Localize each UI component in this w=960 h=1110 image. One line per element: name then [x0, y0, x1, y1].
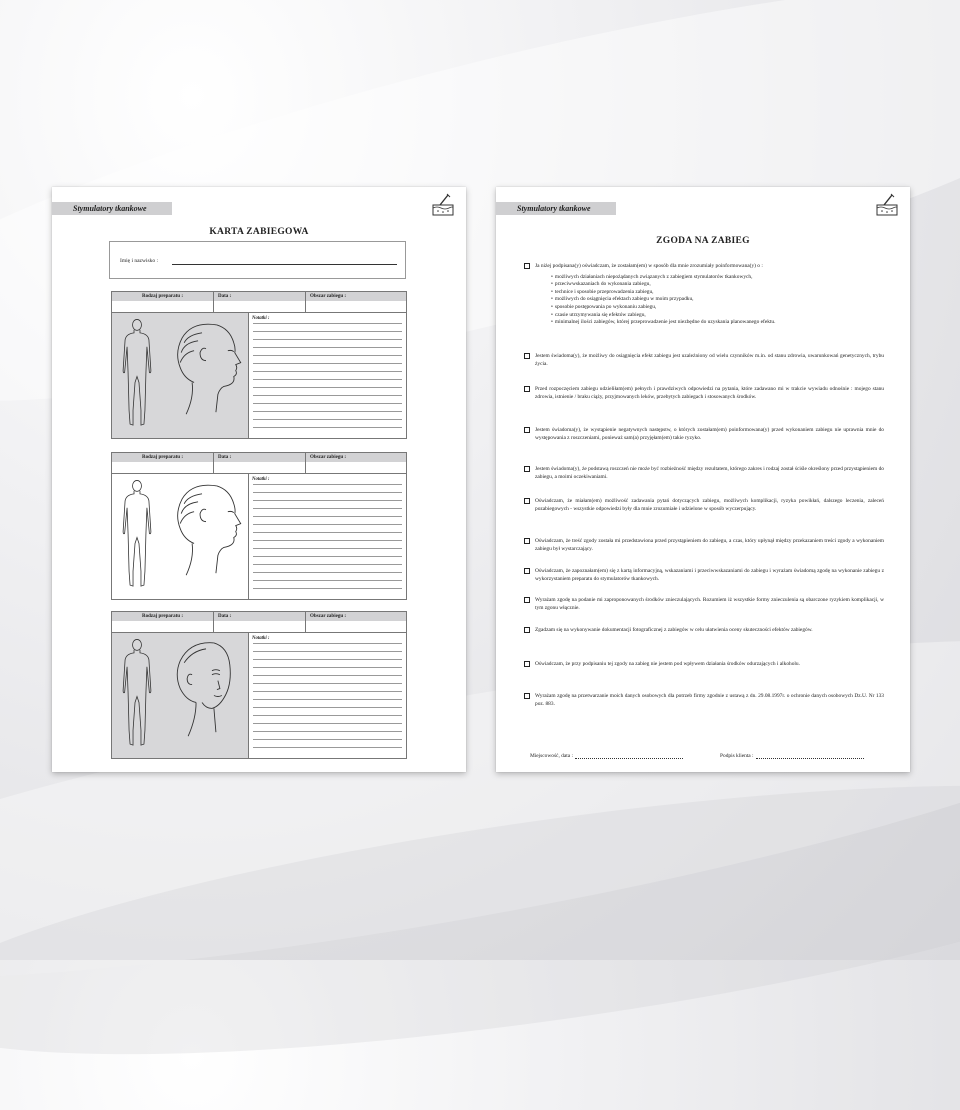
area-field[interactable]: Obszar zabiegu : — [310, 294, 347, 299]
consent-checkbox[interactable] — [524, 627, 530, 633]
page-title: ZGODA NA ZABIEG — [656, 236, 750, 246]
consent-text: Jestem świadoma(y), że podstawą roszczeń nie może być rozbieżność między rezultatem, którego zakres i rodzaj został ściśle określony przed przystąpieniem do zabiegu, a moimi oczekiwaniami. — [535, 466, 884, 480]
notes-area[interactable] — [249, 474, 406, 599]
consent-checkbox[interactable] — [524, 427, 530, 433]
note-line — [253, 524, 402, 525]
body-figure — [112, 313, 163, 438]
place-date-label: Miejscowość, data : — [530, 753, 573, 759]
list-item: • możliwych działaniach niepożądanych związanych z zabiegiem stymulatorów tkankowych, — [551, 274, 884, 282]
note-line — [253, 379, 402, 380]
date-field[interactable]: Data : — [214, 292, 306, 312]
brand-label: Stymulatory tkankowe — [52, 202, 172, 215]
notes-area[interactable] — [249, 633, 406, 758]
consent-text: Jestem świadoma(y), że możliwy do osiągnięcia efekt zabiegu jest uzależniony od wielu czynników m.in. od stanu zdrowia, uwarunkowań genetycznych, trybu życia. — [535, 353, 884, 367]
consent-checkbox[interactable] — [524, 661, 530, 667]
face-frontal-figure — [162, 633, 249, 758]
face-profile-figure — [162, 474, 249, 599]
consent-item — [524, 498, 884, 513]
note-line — [253, 675, 402, 676]
consent-text: Oświadczam, że miałam(em) możliwość zadawania pytań dotyczących zabiegu, możliwych komplikacji, ryzyka powikłań, dalszego leczenia, zaleceń pozabiegowych - wszystkie odpowiedzi były dla mnie zrozumiałe i udzielone w sposób wyczerpujący. — [535, 498, 884, 512]
consent-text: Przed rozpoczęciem zabiegu udzieliłam(em) pełnych i prawdziwych odpowiedzi na pytania, które zadawano mi w trakcie wywiadu odnośnie : mojego stanu zdrowia, istnienie / braku ciąży, przyjmowanych leków, przebytych zabiegach i stosowanych środków. — [535, 386, 884, 400]
note-line — [253, 715, 402, 716]
note-line — [253, 747, 402, 748]
consent-checkbox[interactable] — [524, 263, 530, 269]
brand-label: Stymulatory tkankowe — [496, 202, 616, 215]
note-line — [253, 667, 402, 668]
consent-checkbox[interactable] — [524, 386, 530, 392]
treatment-record-block — [111, 291, 407, 439]
note-line — [253, 508, 402, 509]
list-item: • technice i sposobie przeprowadzenia zabiegu, — [551, 289, 884, 297]
preparation-field[interactable]: Rodzaj preparatu : — [112, 292, 214, 312]
consent-text: Zgadzam się na wykonywanie dokumentacji fotograficznej z zabiegów w celu ułatwienia oceny skuteczności efektów zabiegów. — [535, 627, 813, 633]
signature-line — [756, 753, 864, 759]
consent-item — [524, 693, 884, 708]
treatment-card-sheet — [52, 187, 466, 772]
consent-item — [524, 263, 884, 327]
notes-area[interactable] — [249, 313, 406, 438]
list-item: • przeciwwskazaniach do wykonania zabiegu, — [551, 281, 884, 289]
list-item: • czasie utrzymywania się efektów zabiegu, — [551, 312, 884, 320]
consent-checkbox[interactable] — [524, 597, 530, 603]
consent-item — [524, 386, 884, 401]
area-field[interactable]: Obszar zabiegu : — [310, 614, 347, 619]
note-line — [253, 564, 402, 565]
note-line — [253, 403, 402, 404]
place-date-line — [575, 753, 683, 759]
preparation-field[interactable]: Rodzaj preparatu : — [112, 453, 214, 473]
list-item: • minimalnej ilości zabiegów, której przeprowadzenie jest niezbędne do uzyskania planowanego efektu. — [551, 319, 884, 327]
consent-checkbox[interactable] — [524, 693, 530, 699]
note-line — [253, 691, 402, 692]
note-line — [253, 651, 402, 652]
note-line — [253, 419, 402, 420]
note-line — [253, 492, 402, 493]
background-swoosh — [0, 731, 960, 1110]
note-line — [253, 643, 402, 644]
note-line — [253, 355, 402, 356]
body-figure — [112, 474, 163, 599]
note-line — [253, 588, 402, 589]
consent-bullet-list — [551, 274, 884, 327]
note-line — [253, 731, 402, 732]
consent-item — [524, 597, 884, 612]
note-line — [253, 659, 402, 660]
note-line — [253, 516, 402, 517]
signature-label: Podpis klienta : — [720, 753, 754, 759]
consent-text: Wyrażam zgodę na podanie mi zaproponowanych środków znieczulających. Rozumiem iż wszystkie formy znieczulenia są obarczone ryzykiem komplikacji, w tym zgonu włącznie. — [535, 597, 884, 611]
note-line — [253, 331, 402, 332]
consent-intro: Ja niżej podpisana(y) oświadczam, że zostałam(em) w sposób dla mnie zrozumiały poinformowana(y) o : — [535, 263, 763, 269]
list-item: • sposobie postępowania po wykonaniu zabiegu, — [551, 304, 884, 312]
notes-label: Notatki : — [252, 316, 270, 321]
note-line — [253, 699, 402, 700]
note-line — [253, 387, 402, 388]
consent-item — [524, 427, 884, 442]
skin-injection-icon — [430, 192, 456, 218]
client-name-field[interactable] — [109, 241, 406, 279]
note-line — [253, 484, 402, 485]
note-line — [253, 500, 402, 501]
note-line — [253, 572, 402, 573]
date-field[interactable]: Data : — [214, 453, 306, 473]
note-line — [253, 411, 402, 412]
page-title: KARTA ZABIEGOWA — [209, 227, 309, 237]
consent-form-sheet — [496, 187, 910, 772]
consent-item — [524, 353, 884, 368]
name-label: Imię i nazwisko : — [120, 258, 159, 264]
consent-checkbox[interactable] — [524, 568, 530, 574]
consent-text: Oświadczam, że treść zgody została mi przedstawiona przed przystąpieniem do zabiegu, a czas, który upłynął między przekazaniem treści zgody a wykonaniem zabiegu był wystarczający. — [535, 538, 884, 552]
consent-item — [524, 627, 884, 635]
consent-item — [524, 568, 884, 583]
note-line — [253, 548, 402, 549]
notes-label: Notatki : — [252, 477, 270, 482]
treatment-record-block — [111, 611, 407, 759]
treatment-record-block — [111, 452, 407, 600]
note-line — [253, 723, 402, 724]
note-line — [253, 556, 402, 557]
consent-text: Wyrażam zgodę na przetwarzanie moich danych osobowych dla potrzeb firmy zgodnie z ustawą z dn. 29.08.1997r. o ochronie danych osobowych Dz.U. Nr 133 poz. 883. — [535, 693, 884, 707]
date-field[interactable]: Data : — [214, 612, 306, 632]
consent-text: Oświadczam, że przy podpisaniu tej zgody na zabieg nie jestem pod wpływem działania środków odurzających i alkoholu. — [535, 661, 800, 667]
note-line — [253, 323, 402, 324]
client-signature-field[interactable] — [720, 753, 864, 759]
note-line — [253, 363, 402, 364]
note-line — [253, 580, 402, 581]
consent-text: Jestem świadoma(y), że wystąpienie negatywnych następstw, o których zostałam(em) poinformowana(y) przed wykonaniem zabiegu nie uprawnia mnie do występowania z roszczeniami, ponieważ sam(a) przyjęłam(em) takie ryzyko. — [535, 427, 884, 441]
consent-checkbox[interactable] — [524, 466, 530, 472]
consent-item — [524, 538, 884, 553]
name-line — [172, 264, 397, 265]
skin-injection-icon — [874, 192, 900, 218]
consent-text: Oświadczam, że zapoznałam(em) się z kartą informacyjną, wskazaniami i przeciwwskazaniami do zabiegu i wyrażam świadomą zgodę na wykonanie zabiegu z wykorzystaniem preparatu do stymulatorów tkankowych. — [535, 568, 884, 582]
notes-label: Notatki : — [252, 636, 270, 641]
area-field[interactable]: Obszar zabiegu : — [310, 455, 347, 460]
consent-checkbox[interactable] — [524, 498, 530, 504]
note-line — [253, 395, 402, 396]
note-line — [253, 371, 402, 372]
face-profile-figure — [162, 313, 249, 438]
note-line — [253, 683, 402, 684]
place-date-field[interactable] — [530, 753, 683, 759]
note-line — [253, 532, 402, 533]
note-line — [253, 739, 402, 740]
note-line — [253, 707, 402, 708]
consent-item — [524, 661, 884, 669]
list-item: • możliwych do osiągnięcia efektach zabiegu w moim przypadku, — [551, 296, 884, 304]
consent-checkbox[interactable] — [524, 353, 530, 359]
note-line — [253, 540, 402, 541]
note-line — [253, 347, 402, 348]
consent-checkbox[interactable] — [524, 538, 530, 544]
note-line — [253, 427, 402, 428]
consent-item — [524, 466, 884, 481]
preparation-field[interactable]: Rodzaj preparatu : — [112, 612, 214, 632]
body-figure — [112, 633, 163, 758]
note-line — [253, 339, 402, 340]
